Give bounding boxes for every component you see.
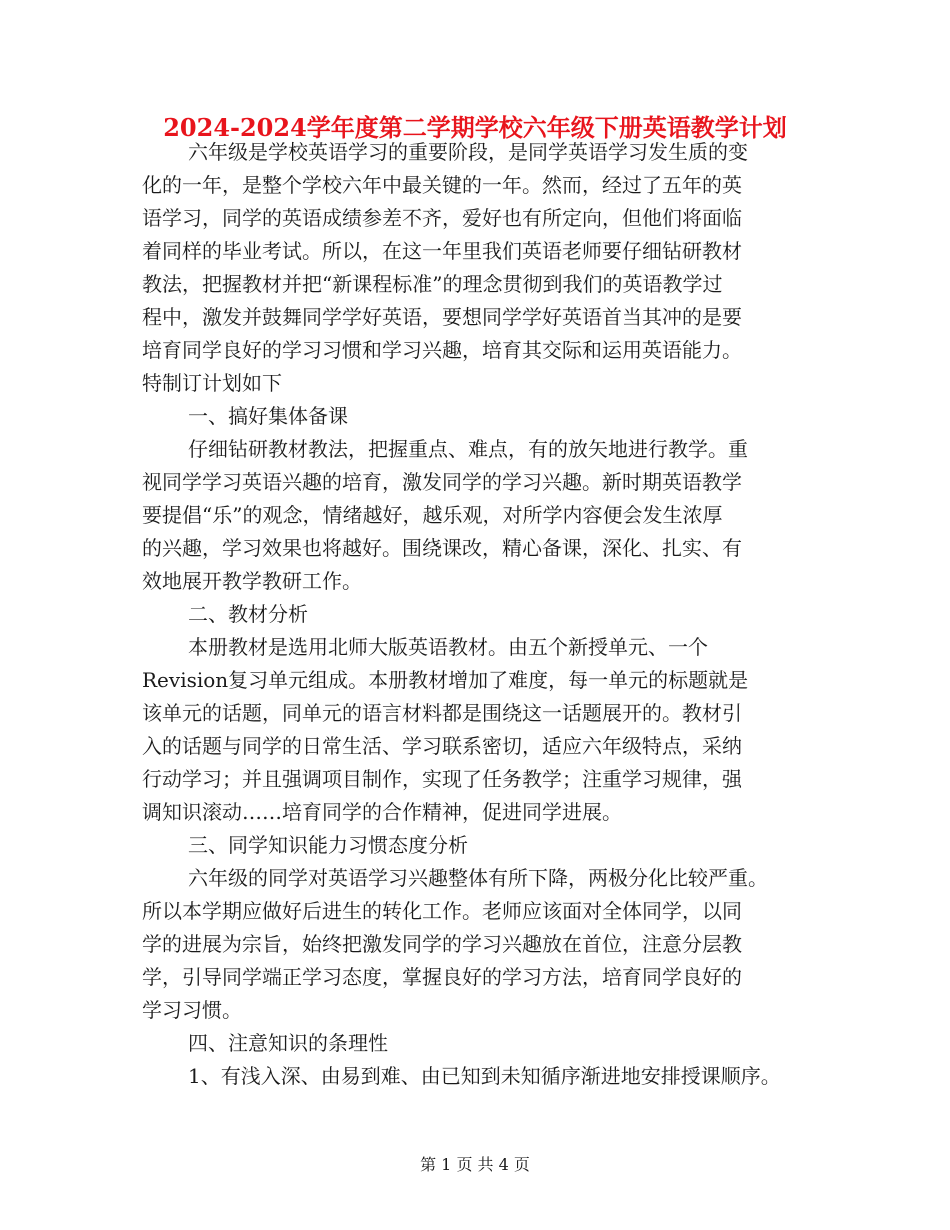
body-line: 学习习惯。 <box>142 998 242 1022</box>
body-line: 本册教材是选用北师大版英语教材。由五个新授单元、一个 <box>188 635 708 659</box>
body-line: 调知识滚动……培育同学的合作精神，促进同学进展。 <box>142 800 622 824</box>
body-line: 语学习，同学的英语成绩参差不齐，爱好也有所定向，但他们将面临 <box>142 206 742 230</box>
body-line: 行动学习；并且强调项目制作，实现了任务教学；注重学习规律，强 <box>142 767 742 791</box>
body-line: 的兴趣，学习效果也将越好。围绕课改，精心备课，深化、扎实、有 <box>142 536 742 560</box>
body-line: 化的一年，是整个学校六年中最关键的一年。然而，经过了五年的英 <box>142 173 742 197</box>
body-line: 所以本学期应做好后进生的转化工作。老师应该面对全体同学，以同 <box>142 899 742 923</box>
body-line: 四、注意知识的条理性 <box>188 1031 388 1055</box>
document-title: 2024-2024学年度第二学期学校六年级下册英语教学计划 <box>163 113 787 142</box>
body-line: 二、教材分析 <box>188 602 308 626</box>
body-line: 学的进展为宗旨，始终把激发同学的学习兴趣放在首位，注意分层教 <box>142 932 742 956</box>
body-line: 视同学学习英语兴趣的培育，激发同学的学习兴趣。新时期英语教学 <box>142 470 742 494</box>
body-line: Revision复习单元组成。本册教材增加了难度，每一单元的标题就是 <box>142 668 749 692</box>
body-line: 三、同学知识能力习惯态度分析 <box>188 833 468 857</box>
body-line: 六年级是学校英语学习的重要阶段，是同学英语学习发生质的变 <box>188 140 748 164</box>
body-line: 效地展开教学教研工作。 <box>142 569 362 593</box>
body-line: 要提倡“乐”的观念，情绪越好，越乐观，对所学内容便会发生浓厚 <box>142 503 723 527</box>
document-body <box>142 136 812 1093</box>
body-line: 教法，把握教材并把“新课程标准”的理念贯彻到我们的英语教学过 <box>142 272 723 296</box>
body-line: 特制订计划如下 <box>142 371 282 395</box>
body-line: 六年级的同学对英语学习兴趣整体有所下降，两极分化比较严重。 <box>188 866 768 890</box>
body-line: 一、搞好集体备课 <box>188 404 348 428</box>
body-line: 仔细钻研教材教法，把握重点、难点，有的放矢地进行教学。重 <box>188 437 748 461</box>
body-line: 学，引导同学端正学习态度，掌握良好的学习方法，培育同学良好的 <box>142 965 742 989</box>
body-line: 培育同学良好的学习习惯和学习兴趣，培育其交际和运用英语能力。 <box>142 338 742 362</box>
body-line: 程中，激发并鼓舞同学学好英语，要想同学学好英语首当其冲的是要 <box>142 305 742 329</box>
page-footer: 第 1 页 共 4 页 <box>420 1155 530 1174</box>
body-line: 入的话题与同学的日常生活、学习联系密切，适应六年级特点，采纳 <box>142 734 742 758</box>
body-line: 该单元的话题，同单元的语言材料都是围绕这一话题展开的。教材引 <box>142 701 742 725</box>
body-line: 1、有浅入深、由易到难、由已知到未知循序渐进地安排授课顺序。 <box>188 1064 781 1088</box>
body-line: 着同样的毕业考试。所以，在这一年里我们英语老师要仔细钻研教材 <box>142 239 742 263</box>
